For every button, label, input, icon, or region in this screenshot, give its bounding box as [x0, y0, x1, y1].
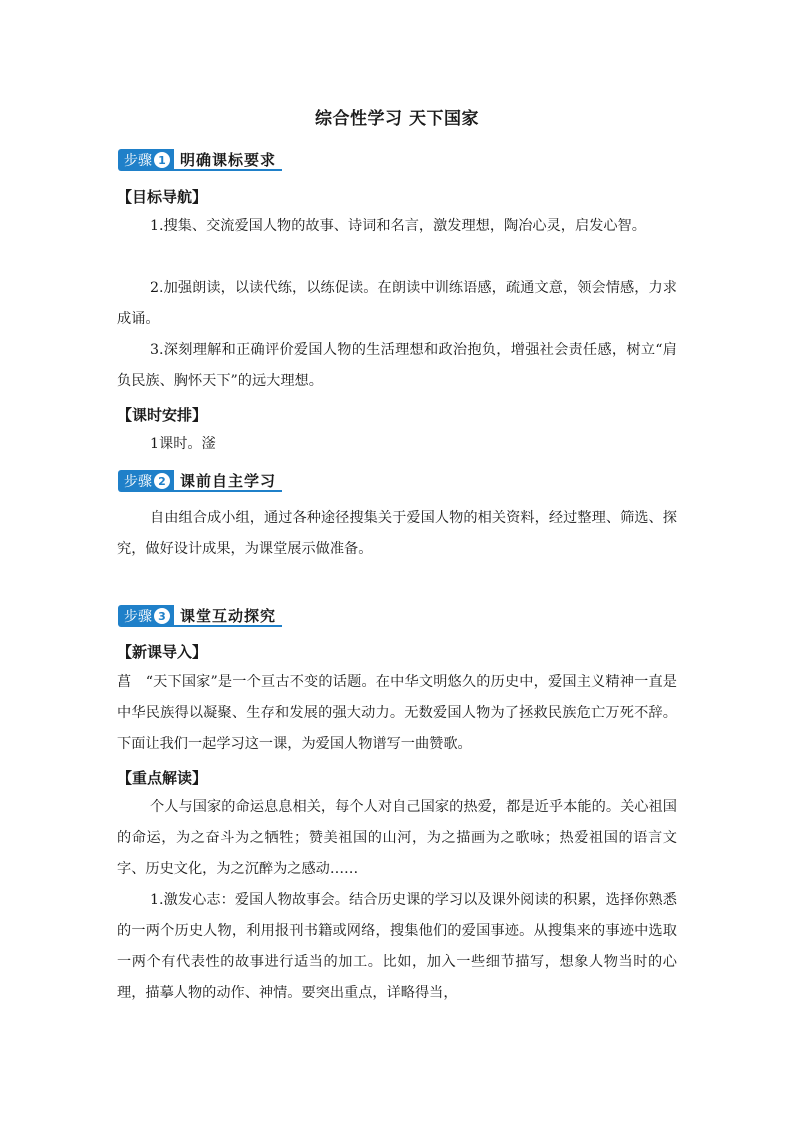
step-3-badge — [118, 605, 174, 627]
heading-schedule: 【课时安排】 — [117, 406, 208, 424]
intro-text: 菖 “天下国家”是一个亘古不变的话题。在中华文明悠久的历史中，爱国主义精神一直是中华民族得以凝聚、生存和发展的强大动力。无数爱国人物为了拯救民族危亡万死不辞。下面让我们一起学习这一课，为爱国人物谱写一曲赞歌。 — [117, 674, 677, 752]
key-para-2: 1.激发心志：爱国人物故事会。结合历史课的学习以及课外阅读的积累，选择你熟悉的一两个历史人物，利用报刊书籍或网络，搜集他们的爱国事迹。从搜集来的事迹中选取一两个有代表性的故事进行适当的加工。比如，加入一些细节描写，想象人物当时的心理，描摹人物的动作、神情。要突出重点，详略得当， — [117, 892, 677, 1001]
page-title: 综合性学习 天下国家 — [315, 109, 479, 129]
heading-key: 【重点解读】 — [117, 769, 208, 787]
step-2-header — [118, 470, 282, 492]
step-badge-text: 步骤 — [124, 474, 152, 490]
key-para-1: 个人与国家的命运息息相关，每个人对自己国家的热爱，都是近乎本能的。关心祖国的命运，为之奋斗为之牺牲；赞美祖国的山河，为之描画为之歌咏；热爱祖国的语言文字、历史文化，为之沉醉为之感动…… — [117, 799, 677, 877]
step-number-icon: 3 — [154, 608, 170, 624]
step-1-header — [118, 149, 282, 171]
step-badge-text: 步骤 — [124, 609, 152, 625]
step-2-label: 课前自主学习 — [174, 470, 282, 492]
step-badge-text: 步骤 — [124, 153, 152, 169]
goal-item-2: 2.加强朗读，以读代练，以练促读。在朗读中训练语感，疏通文意，领会情感，力求成诵。 — [117, 280, 677, 327]
schedule-text: 1课时。滏 — [150, 436, 216, 452]
step-2-badge — [118, 470, 174, 492]
goal-item-3: 3.深刻理解和正确评价爱国人物的生活理想和政治抱负，增强社会责任感，树立“肩负民族、胸怀天下”的远大理想。 — [117, 342, 677, 389]
step-number-icon: 2 — [154, 473, 170, 489]
goal-item-1: 1.搜集、交流爱国人物的故事、诗词和名言，激发理想，陶冶心灵，启发心智。 — [150, 218, 646, 234]
step-3-label: 课堂互动探究 — [174, 605, 282, 627]
pre-study-text: 自由组合成小组，通过各种途径搜集关于爱国人物的相关资料，经过整理、筛选、探究，做好设计成果，为课堂展示做准备。 — [117, 510, 677, 557]
heading-goal: 【目标导航】 — [117, 188, 208, 206]
step-1-label: 明确课标要求 — [174, 149, 282, 171]
step-number-icon: 1 — [154, 152, 170, 168]
step-1-badge — [118, 149, 174, 171]
step-3-header — [118, 605, 282, 627]
heading-intro: 【新课导入】 — [117, 643, 208, 661]
